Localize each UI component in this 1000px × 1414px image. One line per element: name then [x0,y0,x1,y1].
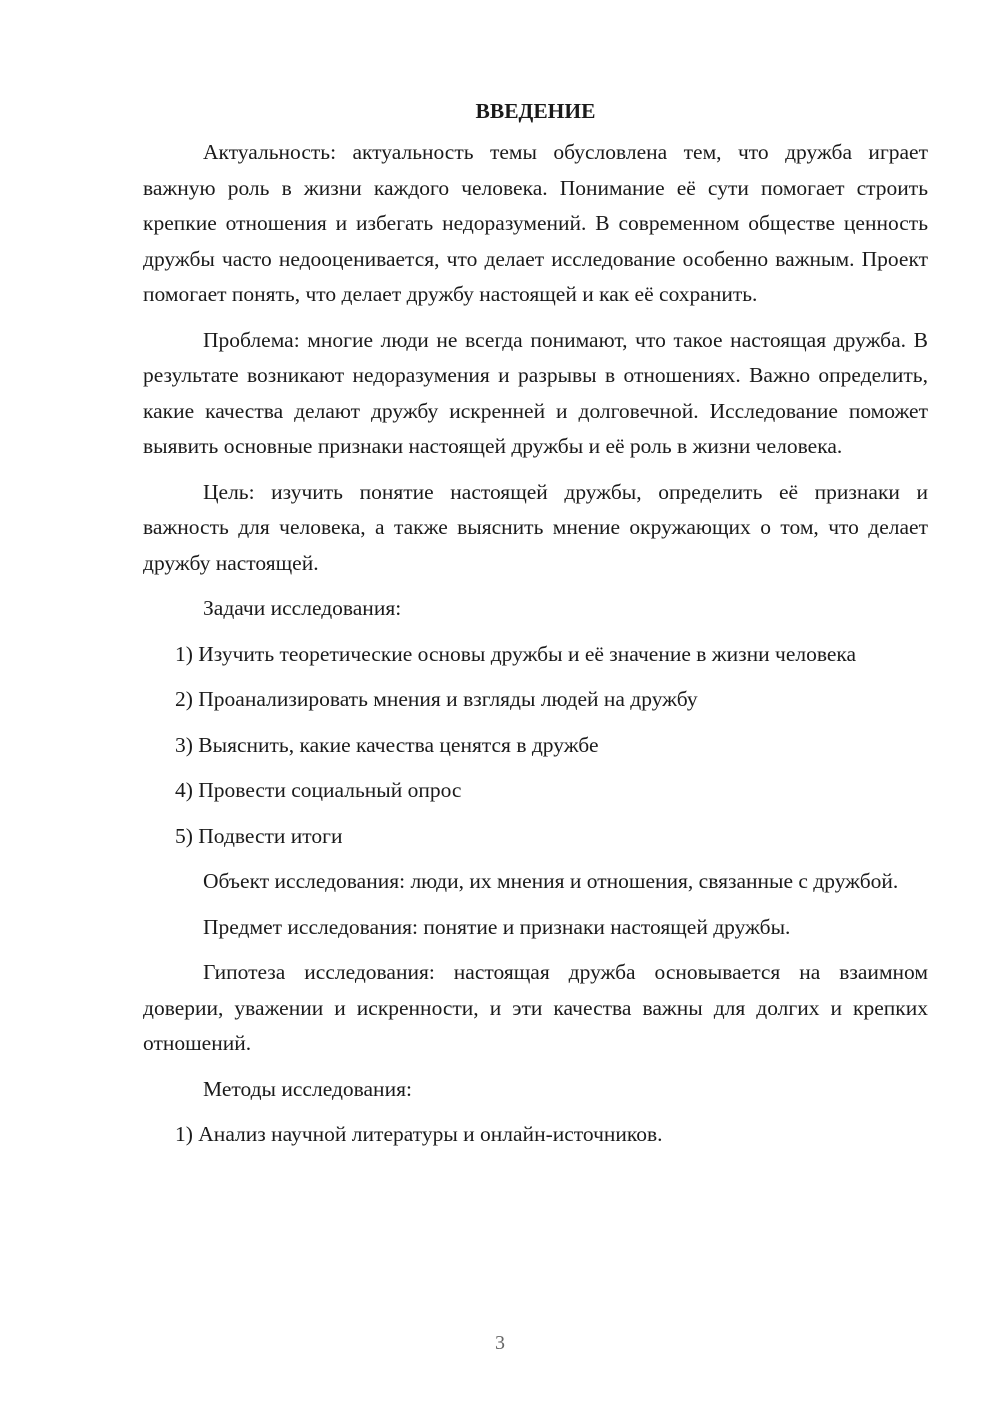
goal-paragraph: Цель: изучить понятие настоящей дружбы, определить её признаки и важность для человека, а также выяснить мнение окружающих о том, что делает дружбу настоящей. [143,479,928,575]
tasks-heading: Задачи исследования: [203,596,402,620]
task-item: 3) Выяснить, какие качества ценятся в дружбе [175,732,599,757]
relevance-paragraph: Актуальность: актуальность темы обусловлена тем, что дружба играет важную роль в жизни каждого человека. Понимание её сути помогает строить крепкие отношения и избегать недоразумений. В современном обществе ценность дружбы часто недооценивается, что делает исследование особенно важным. Проект помогает понять, что делает дружбу настоящей и как её сохранить. [143,140,928,306]
object-paragraph: Объект исследования: люди, их мнения и отношения, связанные с дружбой. [203,869,899,893]
subject-paragraph: Предмет исследования: понятие и признаки настоящей дружбы. [203,914,791,939]
task-item: 2) Проанализировать мнения и взгляды людей на дружбу [175,687,698,711]
task-item: 5) Подвести итоги [175,823,343,848]
task-item: 1) Изучить теоретические основы дружбы и её значение в жизни человека [175,641,857,666]
page-title: ВВЕДЕНИЕ [475,99,596,123]
methods-heading: Методы исследования: [203,1076,412,1101]
page-content [143,95,928,1163]
page-number: 3 [495,1332,505,1354]
hypothesis-paragraph: Гипотеза исследования: настоящая дружба основывается на взаимном доверии, уважении и искренности, и эти качества важны для долгих и крепких отношений. [143,960,928,1055]
problem-paragraph: Проблема: многие люди не всегда понимают, что такое настоящая дружба. В результате возникают недоразумения и разрывы в отношениях. Важно определить, какие качества делают дружбу искренней и долговечной. Исследование поможет выявить основные признаки настоящей дружбы и её роль в жизни человека. [143,327,928,458]
task-item: 4) Провести социальный опрос [175,778,462,802]
method-item: 1) Анализ научной литературы и онлайн-источников. [175,1122,663,1146]
